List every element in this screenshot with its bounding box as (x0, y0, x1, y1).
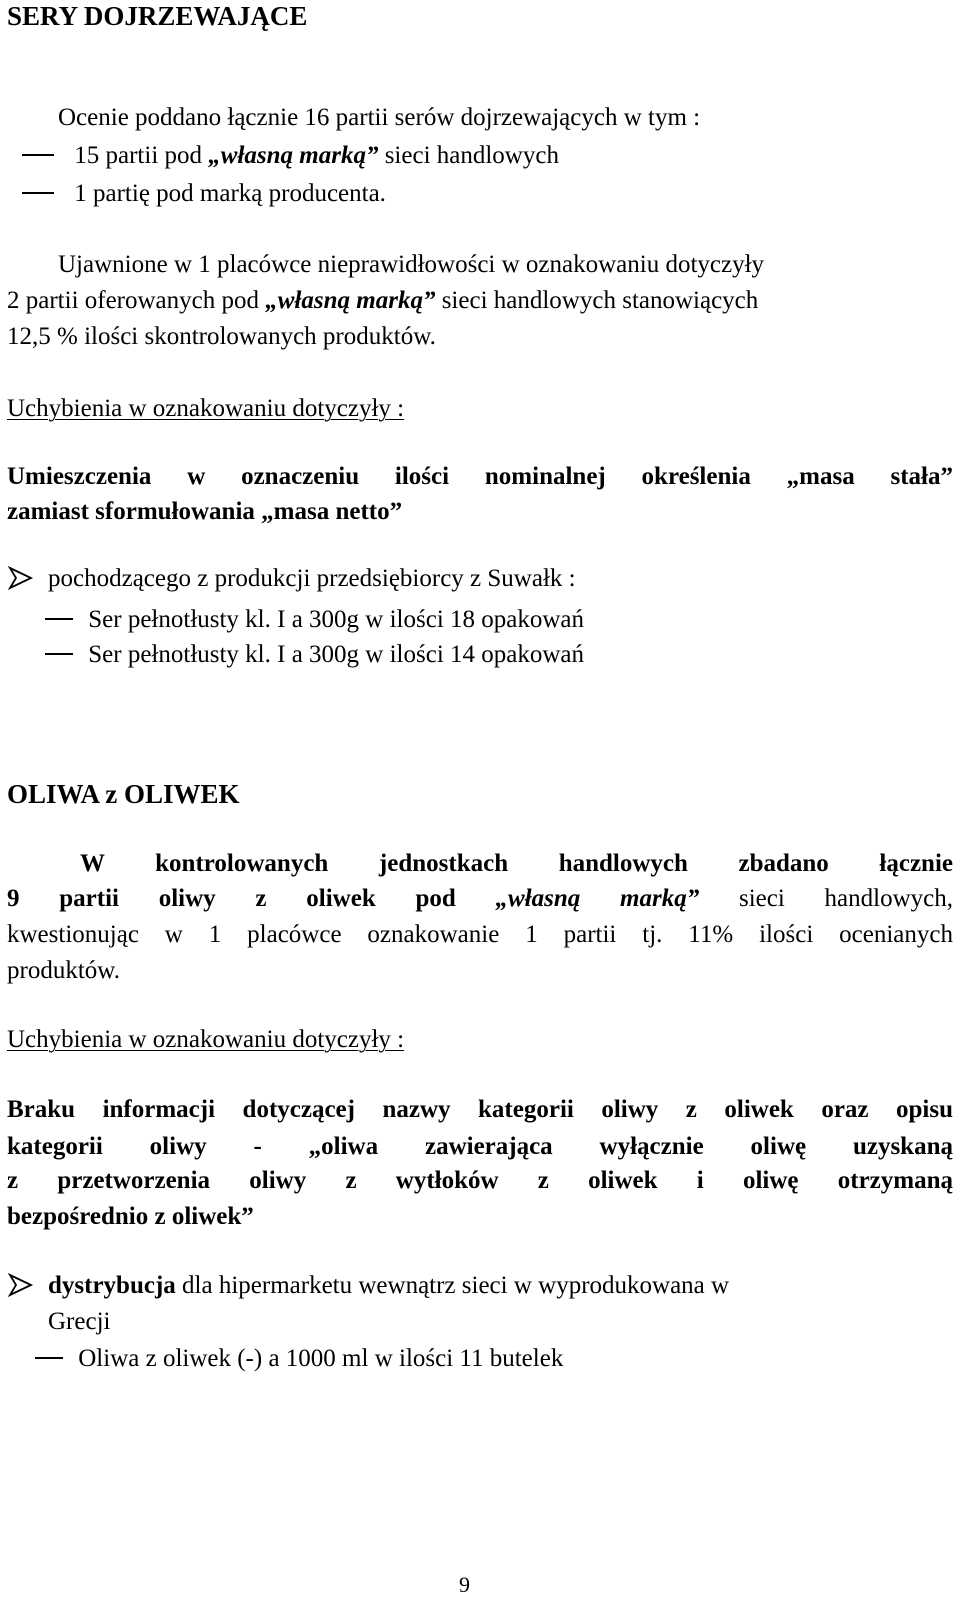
dash-marker (45, 653, 73, 655)
list-item (35, 1346, 563, 1371)
intro-line-3 (22, 181, 386, 206)
dash-marker (35, 1357, 63, 1359)
own-brand-phrase: „własną marką” (265, 287, 436, 314)
own-brand-phrase: „własną marką” (495, 885, 700, 912)
para2-line-1: Ujawnione w 1 placówce nieprawidłowości w oznakowaniu dotyczyły (58, 251, 765, 278)
section-heading-oliwa: OLIWA z OLIWEK (7, 779, 240, 809)
arrow-bullet-icon (8, 1273, 34, 1297)
oliwa-bold-line-4: bezpośrednio z oliwek” (7, 1203, 254, 1230)
dash-marker (22, 192, 54, 194)
oliwa-bullet-text: dla hipermarketu wewnątrz sieci w wyprodukowana w (175, 1272, 730, 1299)
page-number: 9 (459, 1572, 470, 1597)
oliwa-para-line-2-text: 9 partii oliwy z oliwek pod (7, 885, 496, 912)
oliwa-bold-line-2: kategorii oliwy - „oliwa zawierająca wyłącznie oliwę uzyskaną (7, 1133, 953, 1160)
list-item-text: Ser pełnotłusty kl. I a 300g w ilości 18 opakowań (88, 606, 585, 633)
dash-marker (45, 618, 73, 620)
oliwa-para-line-4: produktów. (7, 957, 120, 984)
oliwa-bullet-line (48, 1273, 729, 1298)
oliwa-bullet-line-2: Grecji (48, 1308, 111, 1335)
list-item (45, 607, 584, 632)
para2-line-3: 12,5 % ilości skontrolowanych produktów. (7, 323, 436, 350)
oliwa-para-line-2 (7, 886, 953, 911)
list-item-text: Ser pełnotłusty kl. I a 300g w ilości 14 opakowań (88, 641, 585, 668)
para2-line-2 (7, 288, 758, 313)
intro-line-2 (22, 143, 559, 168)
distribution-label: dystrybucja (48, 1272, 176, 1299)
oliwa-bold-line-3: z przetworzenia oliwy z wytłoków z oliwek i oliwę otrzymaną (7, 1167, 953, 1194)
list-item (45, 642, 584, 667)
own-brand-phrase: „własną marką” (208, 142, 379, 169)
section-heading-sery: SERY DOJRZEWAJĄCE (7, 1, 308, 31)
arrow-bullet-icon (8, 566, 34, 590)
bullet-line: pochodzącego z produkcji przedsiębiorcy z Suwałk : (48, 565, 576, 592)
uchybienia-heading-2: Uchybienia w oznakowaniu dotyczyły : (7, 1026, 405, 1053)
bold-line-1: Umieszczenia w oznaczeniu ilości nominalnej określenia „masa stała” (7, 463, 953, 490)
intro-line-2-tail: sieci handlowych (378, 142, 559, 169)
intro-line-3-text: 1 partię pod marką producenta. (74, 180, 386, 207)
oliwa-para-line-1: W kontrolowanych jednostkach handlowych zbadano łącznie (80, 850, 953, 877)
intro-line-2-text: 15 partii pod (74, 142, 209, 169)
oliwa-para-line-3: kwestionując w 1 placówce oznakowanie 1 partii tj. 11% ilości ocenianych (7, 921, 953, 948)
uchybienia-heading-1: Uchybienia w oznakowaniu dotyczyły : (7, 395, 405, 422)
dash-marker (22, 154, 54, 156)
list-item-text: Oliwa z oliwek (-) a 1000 ml w ilości 11 butelek (78, 1345, 564, 1372)
intro-line-1: Ocenie poddano łącznie 16 partii serów dojrzewających w tym : (58, 104, 701, 131)
para2-line-2-text: 2 partii oferowanych pod (7, 287, 266, 314)
oliwa-para-line-2-tail: sieci handlowych, (699, 885, 953, 912)
bold-line-2: zamiast sformułowania „masa netto” (7, 498, 403, 525)
para2-line-2-tail: sieci handlowych stanowiących (435, 287, 759, 314)
oliwa-bold-line-1: Braku informacji dotyczącej nazwy kategorii oliwy z oliwek oraz opisu (7, 1096, 953, 1123)
